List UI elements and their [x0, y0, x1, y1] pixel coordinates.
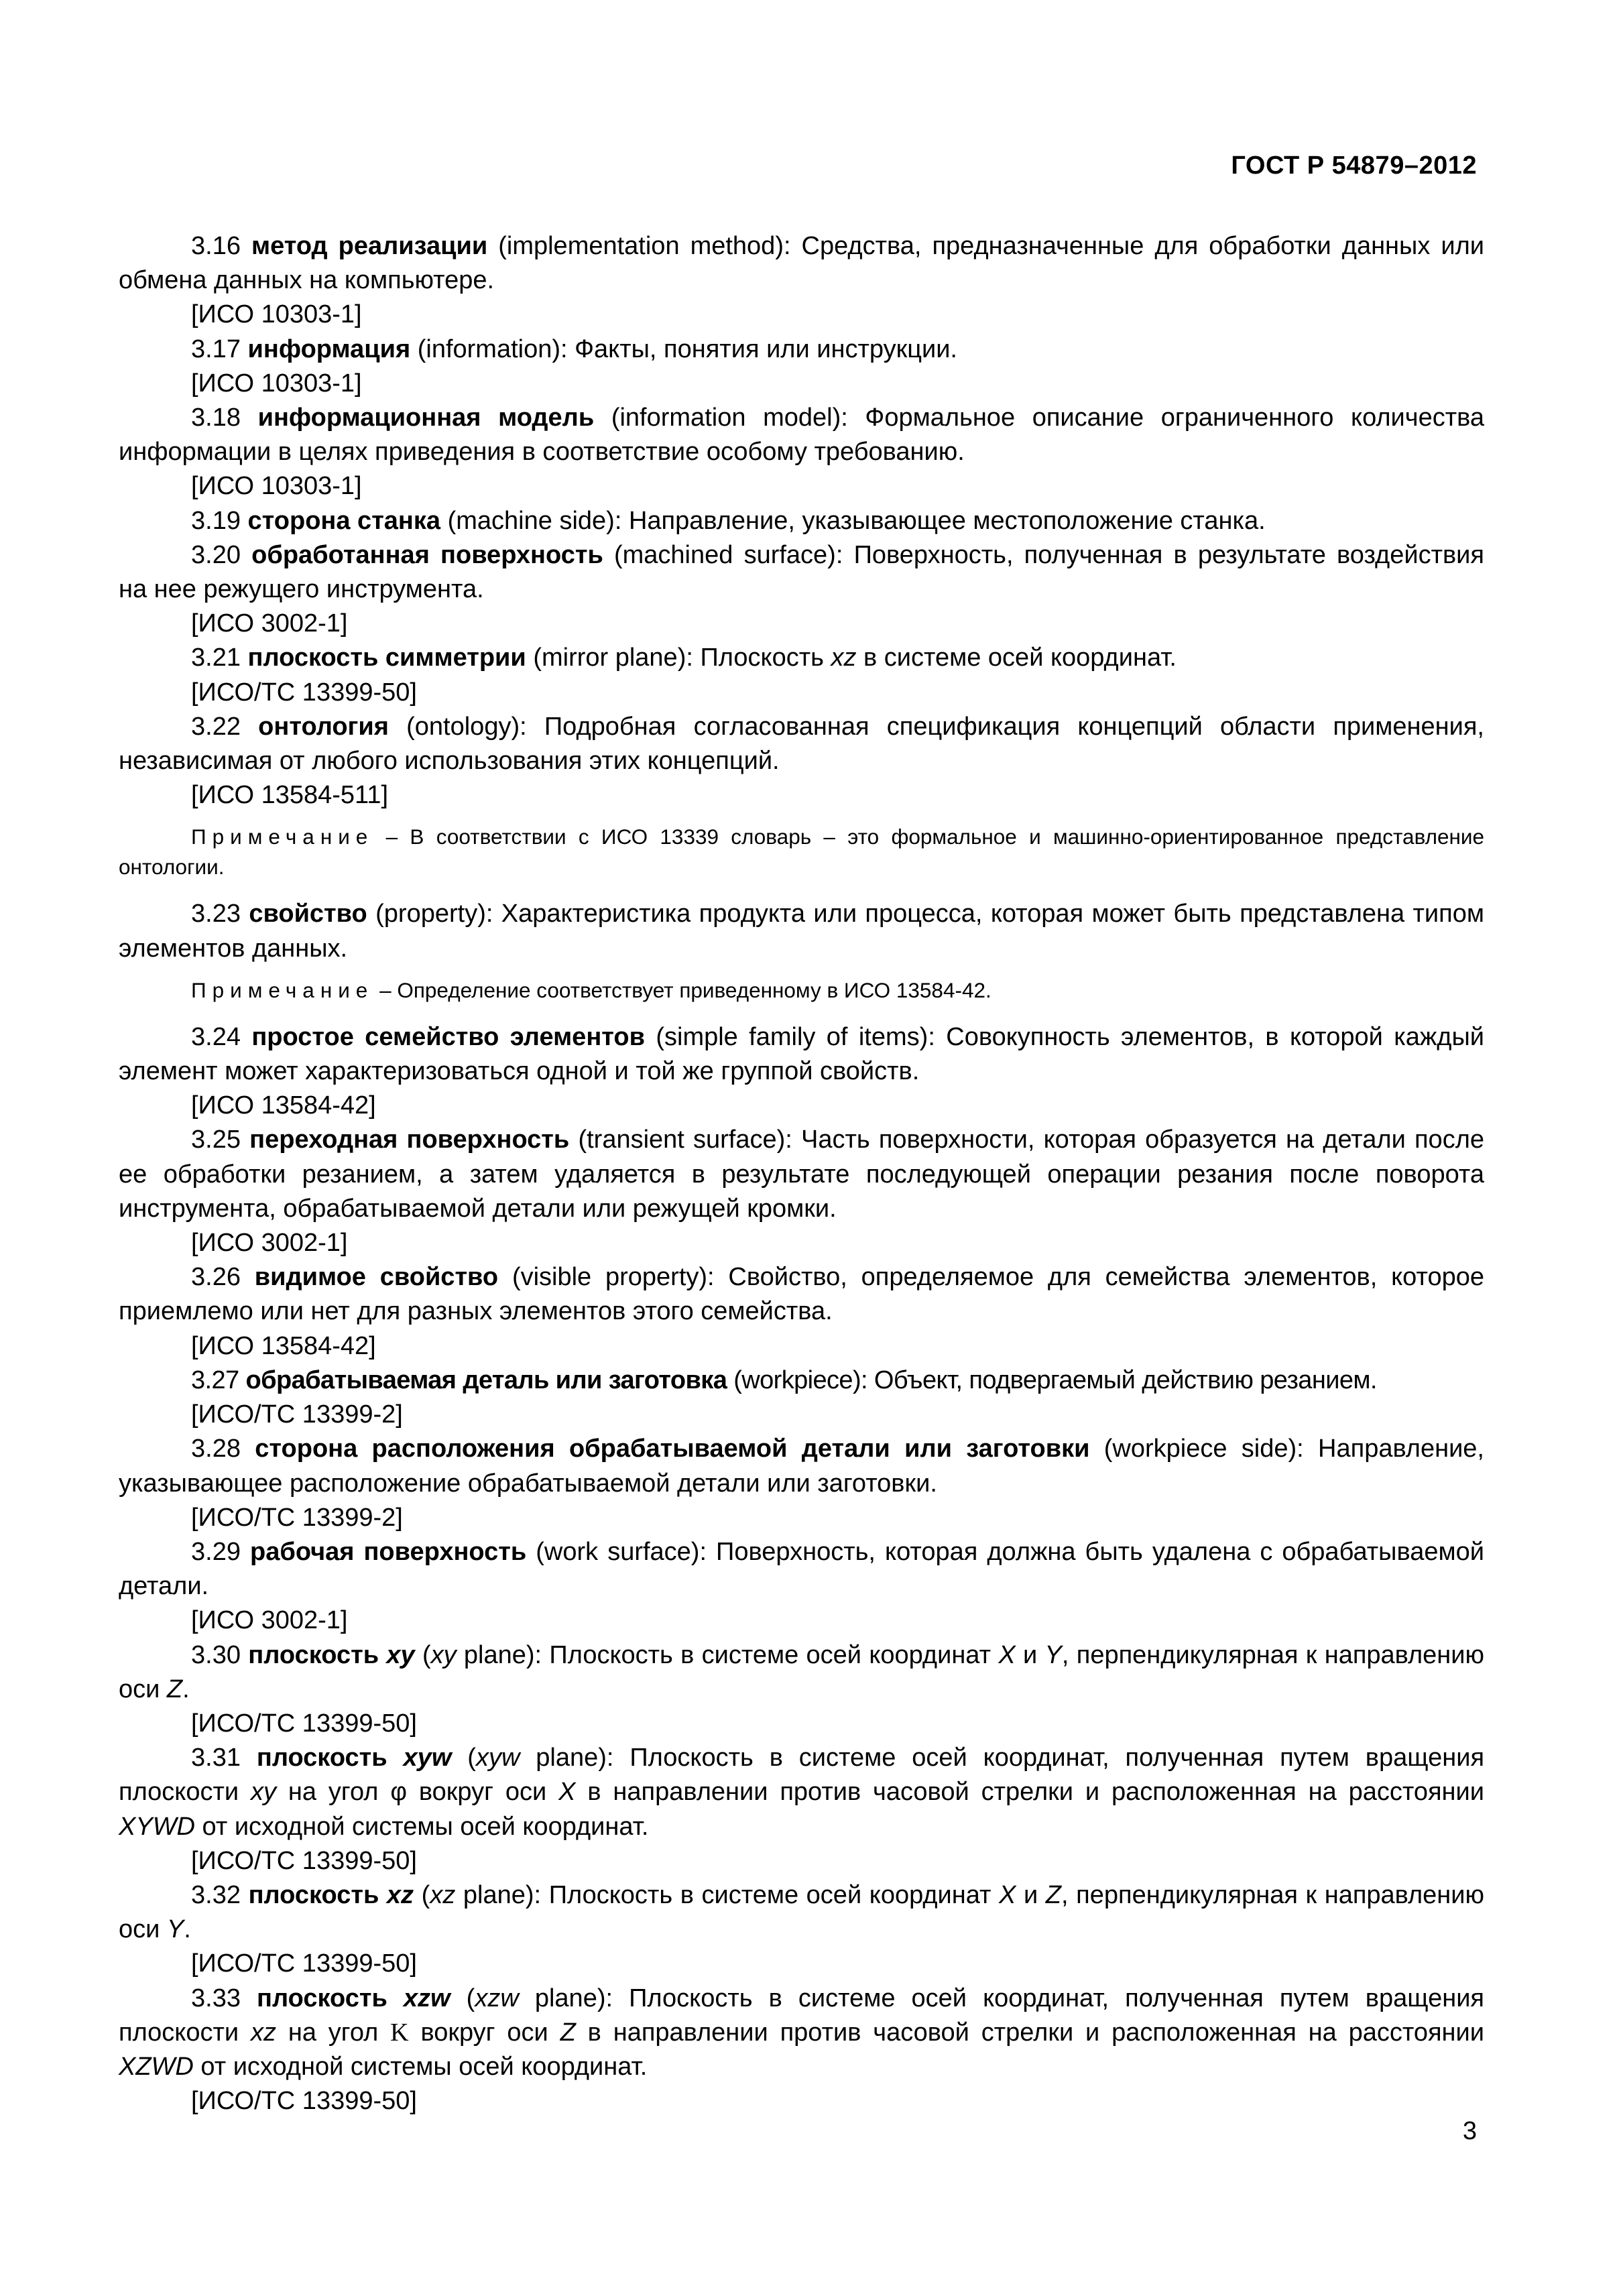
term-source: [ИСО/ТС 13399-50]	[191, 1949, 417, 1978]
term-note	[119, 822, 1484, 882]
term-definition: : Подробная согласованная спецификация концепций области применения, независимая от любого использования этих концепций.	[119, 712, 1484, 776]
document-code-header: ГОСТ Р 54879–2012	[1231, 152, 1477, 180]
term-definition: : Направление, указывающее расположение обрабатываемой детали или заготовки.	[119, 1435, 1484, 1498]
term-definition: : Объект, подвергаемый действию резанием.	[861, 1366, 1377, 1394]
term-name: информационная модель	[257, 404, 595, 432]
term-english: (ontology)	[406, 712, 520, 741]
term-source: [ИСО 13584-511]	[191, 781, 389, 810]
term-definition: : Плоскость в системе осей координат X и Y, перпендикулярная к направлению оси Z.	[119, 1640, 1485, 1703]
term-definition: : Поверхность, полученная в результате воздействия на нее режущего инструмента.	[119, 540, 1484, 604]
term-entry-3-20: 3.20 обработанная поверхность (machined surface): Поверхность, полученная в результате воздействия на нее режущего инструмента.	[119, 540, 1484, 604]
term-definition: : Направление, указывающее местоположение станка.	[614, 506, 1266, 535]
term-name: плоскость xzw	[257, 1984, 450, 2012]
term-definition: : Свойство, определяемое для семейства элементов, которое приемлемо или нет для разных элементов этого семейства.	[119, 1263, 1484, 1326]
term-name: плоскость симметрии	[247, 644, 526, 672]
term-source: [ИСО 3002-1]	[191, 1229, 348, 1258]
term-source: [ИСО 13584-42]	[191, 1331, 376, 1360]
term-entry-3-23: 3.23 свойство (property): Характеристика продукта или процесса, которая может быть представлена типом элементов данных.	[119, 900, 1484, 963]
term-source: [ИСО/ТС 13399-2]	[191, 1400, 403, 1429]
term-note	[119, 975, 1484, 1006]
term-entry-3-18: 3.18 информационная модель (information model): Формальное описание ограниченного количества информации в целях приведения в соответствие особому требованию.	[119, 404, 1485, 467]
term-entry-3-29: 3.29 рабочая поверхность (work surface): Поверхность, которая должна быть удалена с обрабатываемой детали.	[119, 1537, 1484, 1601]
term-source: [ИСО/ТС 13399-2]	[191, 1503, 403, 1532]
term-name: плоскость xy	[248, 1640, 415, 1669]
term-entry-3-27: 3.27 обрабатываемая деталь или заготовка (workpiece): Объект, подвергаемый действию резанием.	[191, 1366, 1377, 1394]
term-english: (machine side)	[447, 506, 615, 535]
term-name: сторона станка	[247, 506, 441, 535]
term-name: простое семейство элементов	[251, 1022, 645, 1051]
term-english: (workpiece side)	[1103, 1435, 1297, 1463]
term-definition: : Поверхность, которая должна быть удалена с обрабатываемой детали.	[119, 1537, 1484, 1601]
term-entry-3-25: 3.25 переходная поверхность (transient surface): Часть поверхности, которая образуется на детали после ее обработки резанием, а затем удаляется в результате последующей операции резания после поворота инструмента, обрабатываемой детали или режущей кромки.	[119, 1126, 1485, 1223]
term-entry-3-21: 3.21 плоскость симметрии (mirror plane): Плоскость xz в системе осей координат.	[191, 644, 1177, 672]
term-entry-3-33: 3.33 плоскость xzw (xzw plane): Плоскость в системе осей координат, полученная путем вращения плоскости xz на угол K вокруг оси Z в направлении против часовой стрелки и расположенная на расстоянии XZWD от исходной системы осей координат.	[119, 1984, 1485, 2081]
term-english: (simple family of items)	[656, 1022, 928, 1051]
term-english: (xz plane)	[421, 1880, 534, 1909]
term-english: (property)	[375, 900, 486, 928]
term-english: (machined surface)	[613, 540, 836, 569]
page-number: 3	[1462, 2117, 1477, 2145]
term-name: плоскость xz	[248, 1880, 414, 1909]
term-english: (transient surface)	[578, 1126, 786, 1154]
term-source: [ИСО/ТС 13399-50]	[191, 1709, 417, 1738]
term-definition: : Плоскость в системе осей координат, полученная путем вращения плоскости xz на угол K вокруг оси Z в направлении против часовой стрелки и расположенная на расстоянии XZWD от исходной системы осей координат.	[119, 1984, 1485, 2081]
term-name: информация	[247, 335, 411, 363]
term-english: (information)	[417, 335, 561, 363]
term-english: (xy plane)	[422, 1640, 535, 1669]
term-name: свойство	[249, 900, 367, 928]
term-source: [ИСО 10303-1]	[191, 472, 362, 501]
term-entry-3-26: 3.26 видимое свойство (visible property): Свойство, определяемое для семейства элементов, которое приемлемо или нет для разных элементов этого семейства.	[119, 1263, 1484, 1326]
term-english: (xzw plane)	[466, 1984, 606, 2012]
term-definition: : Часть поверхности, которая образуется на детали после ее обработки резанием, а затем удаляется в результате последующей операции резания после поворота инструмента, обрабатываемой детали или режущей кромки.	[119, 1126, 1485, 1223]
terms-section	[119, 229, 1484, 2118]
term-entry-3-31: 3.31 плоскость xyw (xyw plane): Плоскость в системе осей координат, полученная путем вращения плоскости xy на угол φ вокруг оси X в направлении против часовой стрелки и расположенная на расстоянии XYWD от исходной системы осей координат.	[119, 1744, 1485, 1841]
term-definition: : Плоскость в системе осей координат X и Z, перпендикулярная к направлению оси Y.	[119, 1880, 1484, 1944]
term-english: (implementation method)	[498, 232, 784, 260]
term-name: рабочая поверхность	[250, 1537, 527, 1566]
term-english: (xyw plane)	[467, 1744, 607, 1772]
note-text: – В соответствии с ИСО 13339 словарь – это формальное и машинно-ориентированное представление онтологии.	[119, 825, 1484, 880]
term-entry-3-17: 3.17 информация (information): Факты, понятия или инструкции.	[191, 335, 957, 363]
term-entry-3-16: 3.16 метод реализации (implementation method): Средства, предназначенные для обработки данных или обмена данных на компьютере.	[119, 232, 1484, 295]
term-source: [ИСО 10303-1]	[191, 300, 362, 329]
term-name: переходная поверхность	[249, 1126, 570, 1154]
term-entry-3-19: 3.19 сторона станка (machine side): Направление, указывающее местоположение станка.	[191, 506, 1266, 535]
term-source: [ИСО 3002-1]	[191, 1606, 348, 1635]
term-entry-3-24: 3.24 простое семейство элементов (simple family of items): Совокупность элементов, в которой каждый элемент может характеризоваться одной и той же группой свойств.	[119, 1022, 1485, 1086]
term-definition: : Формальное описание ограниченного количества информации в целях приведения в соответствие особому требованию.	[119, 404, 1485, 467]
term-name: видимое свойство	[254, 1263, 499, 1292]
term-name: обрабатываемая деталь или заготовка	[245, 1366, 727, 1394]
term-english: (workpiece)	[733, 1366, 861, 1394]
term-definition: : Совокупность элементов, в которой каждый элемент может характеризоваться одной и той же группой свойств.	[119, 1022, 1485, 1086]
term-name: сторона расположения обрабатываемой детали или заготовки	[255, 1435, 1090, 1463]
term-source: [ИСО 13584-42]	[191, 1091, 376, 1120]
note-text: – Определение соответствует приведенному в ИСО 13584-42.	[373, 977, 991, 1002]
term-name: метод реализации	[251, 232, 488, 260]
term-english: (work surface)	[536, 1537, 700, 1566]
term-english: (information model)	[611, 404, 841, 432]
term-english: (mirror plane)	[533, 644, 686, 672]
term-source: [ИСО/ТС 13399-50]	[191, 2087, 417, 2116]
term-entry-3-28: 3.28 сторона расположения обрабатываемой детали или заготовки (workpiece side): Направление, указывающее расположение обрабатываемой детали или заготовки.	[119, 1435, 1484, 1498]
term-definition: : Факты, понятия или инструкции.	[560, 335, 957, 363]
term-entry-3-22: 3.22 онтология (ontology): Подробная согласованная спецификация концепций области применения, независимая от любого использования этих концепций.	[119, 712, 1484, 776]
term-definition: : Характеристика продукта или процесса, которая может быть представлена типом элементов данных.	[119, 900, 1484, 963]
term-name: обработанная поверхность	[251, 540, 603, 569]
term-entry-3-30: 3.30 плоскость xy (xy plane): Плоскость в системе осей координат X и Y, перпендикулярная к направлению оси Z.	[119, 1640, 1485, 1703]
term-source: [ИСО 10303-1]	[191, 369, 362, 398]
term-source: [ИСО/ТС 13399-50]	[191, 1846, 417, 1875]
term-definition: : Средства, предназначенные для обработки данных или обмена данных на компьютере.	[119, 232, 1484, 295]
term-name: онтология	[258, 712, 389, 741]
term-name: плоскость xyw	[256, 1744, 452, 1772]
term-entry-3-32: 3.32 плоскость xz (xz plane): Плоскость в системе осей координат X и Z, перпендикулярная к направлению оси Y.	[119, 1880, 1484, 1944]
term-english: (visible property)	[512, 1263, 708, 1292]
term-definition: : Плоскость в системе осей координат, полученная путем вращения плоскости xy на угол φ вокруг оси X в направлении против часовой стрелки и расположенная на расстоянии XYWD от исходной системы осей координат.	[119, 1744, 1485, 1841]
note-label: Примечание	[191, 977, 374, 1002]
term-source: [ИСО 3002-1]	[191, 609, 348, 638]
term-definition: : Плоскость xz в системе осей координат.	[686, 644, 1177, 672]
kappa-symbol: K	[390, 2018, 409, 2047]
term-source: [ИСО/ТС 13399-50]	[191, 678, 417, 707]
note-label: Примечание	[191, 825, 374, 849]
